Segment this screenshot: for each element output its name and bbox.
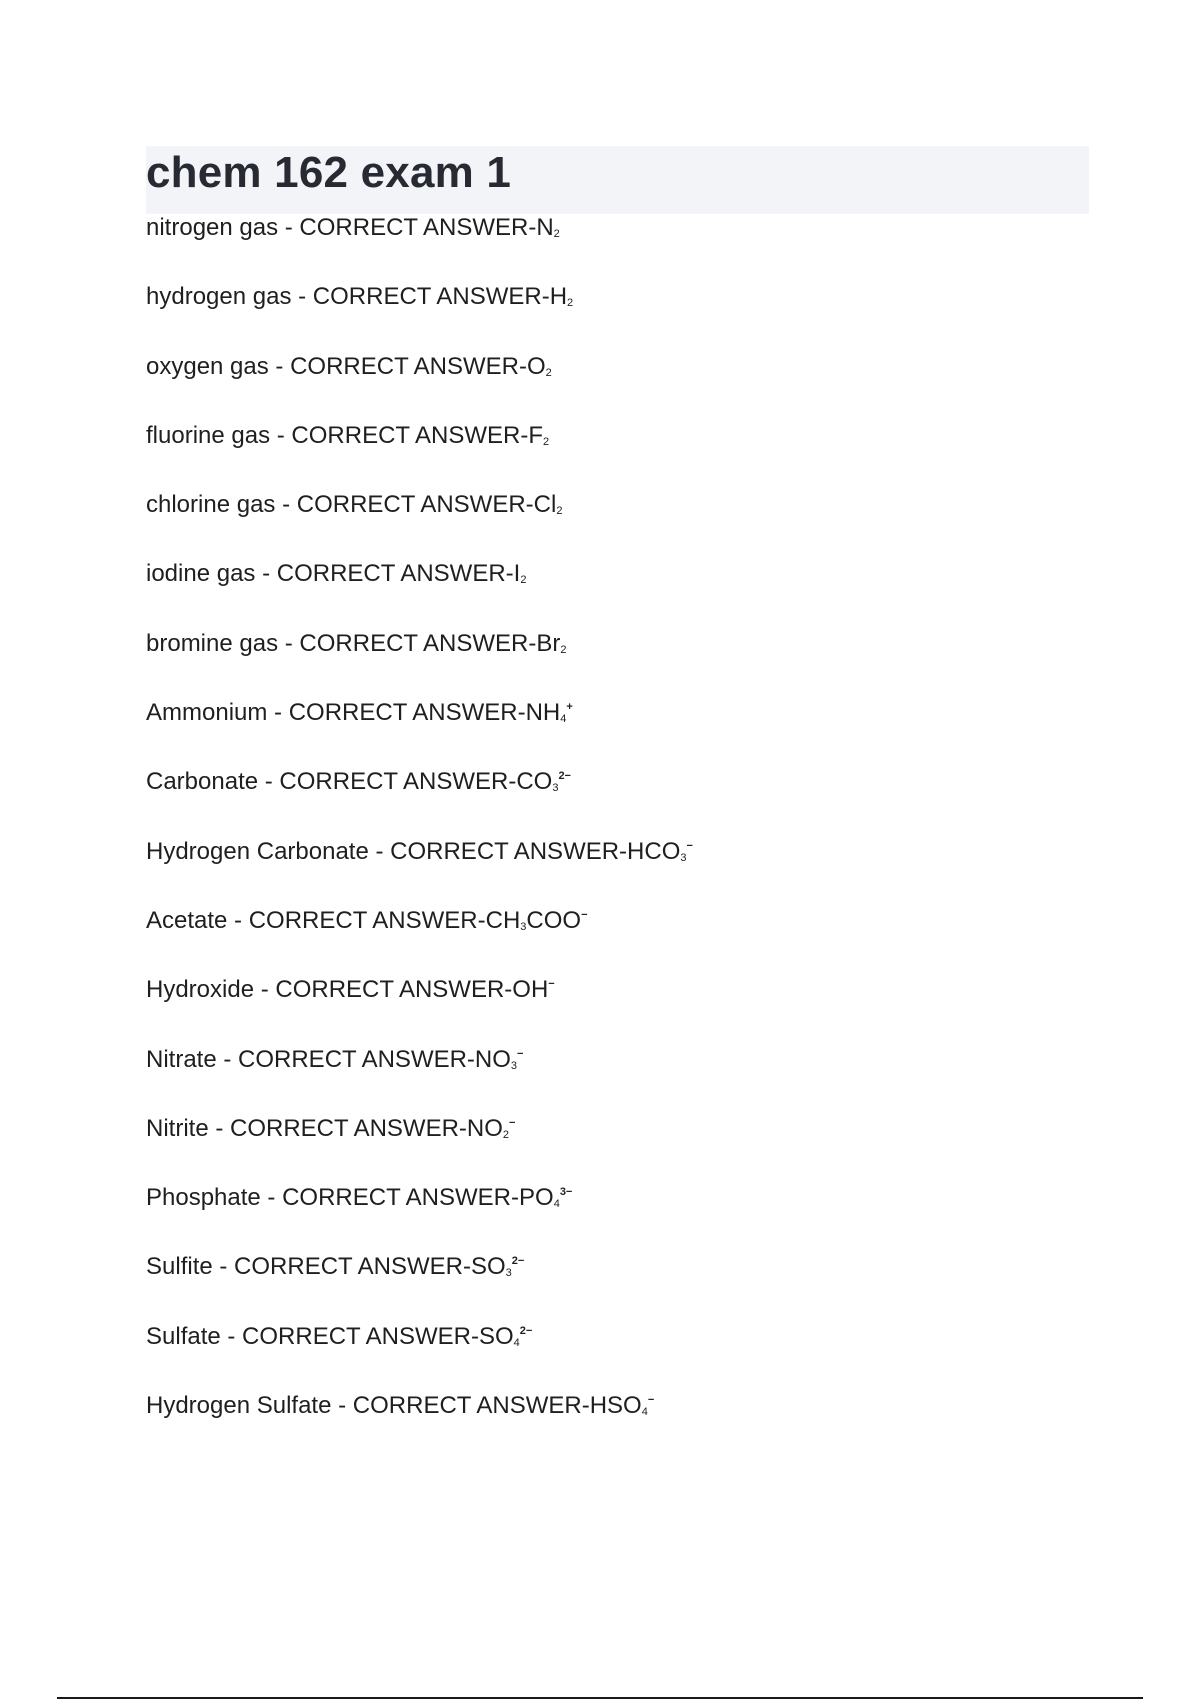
formula-subscript: 2 [520,574,527,587]
answer-prefix: CORRECT ANSWER- [352,1392,590,1420]
separator-text: - [291,283,313,311]
qa-item [146,1045,1089,1114]
formula-subscript: 2 [502,1128,510,1141]
formula-charge: + [566,701,573,714]
formula-charge: − [517,1047,524,1060]
answer-prefix: CORRECT ANSWER- [282,1184,519,1212]
answer-prefix: CORRECT ANSWER- [299,629,537,657]
formula-subscript: 3 [520,920,527,933]
formula-charge: − [686,839,693,852]
answer-prefix: CORRECT ANSWER- [234,1253,471,1281]
separator-text: - [267,699,289,727]
formula-subscript: 2 [556,505,563,518]
formula-text: HCO [627,837,681,865]
separator-text: - [268,352,291,380]
formula-text: F [528,421,543,449]
answer-formula [475,1046,524,1073]
answer-formula [526,699,573,726]
separator-text: - [208,1114,230,1142]
answer-prefix: CORRECT ANSWER- [276,560,514,588]
answer-prefix: CORRECT ANSWER- [248,906,486,934]
formula-text: HSO [589,1392,642,1420]
qa-item [146,559,1089,628]
qa-item [146,906,1089,975]
answer-formula [627,838,693,865]
answer-prefix: CORRECT ANSWER- [275,976,513,1004]
separator-text: - [270,421,292,449]
answer-formula [590,1392,655,1419]
answer-formula [536,630,566,657]
qa-item [146,1391,1089,1460]
answer-formula [512,976,554,1003]
formula-subscript: 3 [552,782,559,795]
formula-subscript: 3 [510,1059,518,1072]
answer-formula [516,768,571,795]
answer-prefix: CORRECT ANSWER- [291,421,529,449]
qa-item [146,698,1089,767]
formula-charge: − [581,908,588,921]
formula-charge: − [548,978,555,991]
separator-text: - [220,1322,243,1350]
qa-item [146,213,1089,282]
formula-text: NO [466,1114,503,1142]
answer-formula [536,214,559,241]
formula-text: OH [512,976,549,1004]
formula-charge: 2− [558,770,571,783]
formula-text: PO [519,1184,554,1212]
formula-text: CH [485,906,521,934]
answer-formula [467,1115,516,1142]
formula-text: Br [536,629,561,657]
qa-item [146,1322,1089,1391]
term-text: Phosphate [146,1184,261,1212]
answer-prefix: CORRECT ANSWER- [290,352,527,380]
answer-formula [527,353,552,380]
qa-item [146,975,1089,1044]
answer-prefix: CORRECT ANSWER- [288,699,526,727]
formula-subscript: 2 [542,435,550,448]
formula-text: Cl [533,491,557,519]
answer-prefix: CORRECT ANSWER- [312,283,550,311]
footer-divider [57,1697,1143,1699]
formula-charge: 2− [511,1255,525,1268]
separator-text: - [258,768,280,796]
term-text: bromine gas [146,629,279,657]
formula-subscript: 3 [680,851,687,864]
formula-subscript: 4 [513,1336,520,1349]
formula-text: O [527,352,546,380]
separator-text: - [260,1184,283,1212]
qa-item [146,629,1089,698]
formula-subscript: 4 [641,1406,648,1419]
separator-text: - [212,1253,235,1281]
term-text: Hydroxide [146,976,255,1004]
answer-formula [534,491,563,518]
separator-text: - [227,906,249,934]
page-title: chem 162 exam 1 [146,148,512,197]
answer-prefix: CORRECT ANSWER- [299,214,537,241]
term-text: Sulfite [146,1253,213,1281]
formula-text: I [513,560,521,588]
formula-subscript: 2 [545,366,552,379]
answer-prefix: CORRECT ANSWER- [238,1045,475,1073]
term-text: fluorine gas [146,421,271,449]
formula-subscript: 2 [560,643,567,656]
answer-formula [514,560,527,587]
answer-formula [479,1323,532,1350]
answer-formula [528,422,549,449]
qa-item [146,1183,1089,1252]
term-text: hydrogen gas [146,283,292,311]
term-text: chlorine gas [146,491,276,519]
term-text: Sulfate [146,1322,221,1350]
answer-formula [550,283,573,310]
answer-formula [486,907,588,934]
formula-subscript: 4 [553,1198,560,1211]
qa-item [146,282,1089,351]
separator-text: - [331,1392,353,1420]
formula-charge: − [647,1394,655,1407]
qa-item [146,490,1089,559]
question-answer-list [146,213,1089,1460]
separator-text: - [254,976,276,1004]
formula-text: N [536,214,554,241]
qa-item [146,767,1089,836]
formula-text: SO [478,1322,514,1350]
formula-charge: − [509,1116,516,1129]
answer-prefix: CORRECT ANSWER- [296,491,534,519]
qa-item [146,352,1089,421]
qa-item [146,421,1089,490]
term-text: Carbonate [146,768,259,796]
separator-text: - [216,1045,239,1073]
qa-item [146,837,1089,906]
formula-text: COO [526,906,582,934]
separator-text: - [255,560,277,588]
term-text: Nitrite [146,1114,209,1142]
term-text: nitrogen gas [146,214,279,241]
answer-prefix: CORRECT ANSWER- [390,837,628,865]
answer-prefix: CORRECT ANSWER- [279,768,517,796]
term-text: Ammonium [146,699,268,727]
formula-text: H [549,283,568,311]
formula-charge: 3− [559,1186,573,1199]
formula-charge: 2− [519,1324,533,1337]
separator-text: - [275,491,297,519]
formula-subscript: 2 [553,228,560,240]
formula-subscript: 3 [505,1267,512,1280]
answer-formula [519,1184,572,1211]
term-text: oxygen gas [146,352,269,380]
term-text: Nitrate [146,1045,217,1073]
term-text: Hydrogen Carbonate [146,837,369,865]
separator-text: - [278,214,300,241]
formula-subscript: 2 [567,297,574,310]
term-text: Acetate [146,906,228,934]
answer-prefix: CORRECT ANSWER- [230,1114,467,1142]
formula-text: NH [525,699,561,727]
answer-prefix: CORRECT ANSWER- [242,1322,479,1350]
formula-text: SO [470,1253,506,1281]
separator-text: - [278,629,300,657]
formula-text: CO [516,768,553,796]
term-text: iodine gas [146,560,256,588]
formula-subscript: 4 [560,713,567,726]
qa-item [146,1114,1089,1183]
qa-item [146,1252,1089,1321]
term-text: Hydrogen Sulfate [146,1392,332,1420]
separator-text: - [368,837,391,865]
answer-formula [471,1253,524,1280]
formula-text: NO [474,1045,511,1073]
